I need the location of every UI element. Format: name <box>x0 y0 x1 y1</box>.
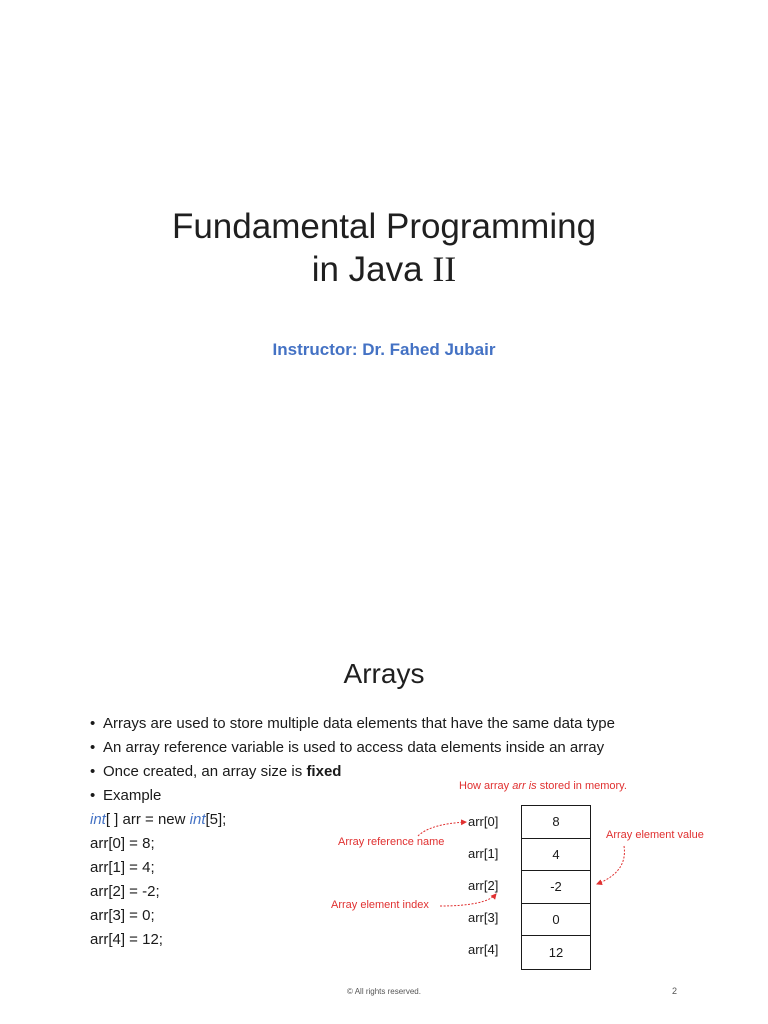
slide-title: Arrays <box>343 658 425 689</box>
code-text: [ ] arr = new <box>105 811 190 828</box>
code-line-declaration <box>90 808 226 832</box>
title-line-2 <box>0 248 768 291</box>
title-roman-numeral: II <box>432 249 457 289</box>
slide-title <box>0 206 768 291</box>
memory-cell: -2 <box>522 871 590 904</box>
instructor-name: Instructor: Dr. Fahed Jubair <box>272 340 496 359</box>
memory-cell: 0 <box>522 904 590 937</box>
title-line-1: Fundamental Programming <box>171 207 597 246</box>
code-line: arr[2] = -2; <box>90 883 160 900</box>
title-line-2-prefix: in Java <box>311 250 433 289</box>
bullet-item: • Arrays are used to store multiple data elements that have the same data type <box>90 712 615 736</box>
element-value-label: Array element value <box>606 829 704 841</box>
value-arrow <box>597 846 624 884</box>
bullet-item: • An array reference variable is used to access data elements inside an array <box>90 736 615 760</box>
reference-arrow <box>418 822 466 836</box>
caption-suffix: stored in memory. <box>536 780 627 792</box>
index-arrow <box>440 894 496 906</box>
code-line: arr[0] = 8; <box>90 835 155 852</box>
code-line: arr[3] = 0; <box>90 907 155 924</box>
bullet-text: Once created, an array size is <box>103 763 307 780</box>
code-keyword: int <box>189 811 206 828</box>
code-line: arr[4] = 12; <box>90 931 163 948</box>
bullet-item: • Example <box>90 784 615 808</box>
memory-caption <box>459 780 627 792</box>
memory-cells <box>521 805 591 970</box>
memory-cell: 8 <box>522 806 590 839</box>
array-index-label: arr[4] <box>468 942 499 957</box>
array-index-label: arr[0] <box>468 814 499 829</box>
arrays-slide <box>0 512 768 1024</box>
code-keyword: int <box>90 811 106 828</box>
element-index-label: Array element index <box>331 899 429 911</box>
code-example <box>90 808 226 952</box>
bullet-list <box>90 712 615 808</box>
bullet-bold-text: fixed <box>306 763 342 780</box>
array-index-label: arr[3] <box>468 910 499 925</box>
array-index-label: arr[1] <box>468 846 499 861</box>
footer-copyright: © All rights reserved. <box>347 987 421 996</box>
page-number: 2 <box>672 986 678 996</box>
code-line: arr[1] = 4; <box>90 859 155 876</box>
code-text: [5]; <box>205 811 227 828</box>
memory-cell: 4 <box>522 839 590 872</box>
reference-name-label: Array reference name <box>338 836 445 848</box>
caption-italic: arr is <box>512 780 537 792</box>
memory-cell: 12 <box>548 945 564 961</box>
array-index-label: arr[2] <box>468 878 499 893</box>
caption-prefix: How array <box>459 780 513 792</box>
